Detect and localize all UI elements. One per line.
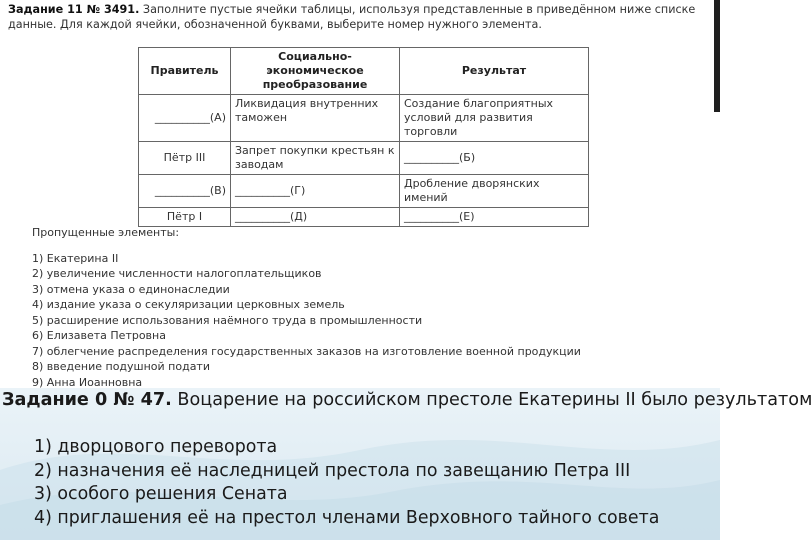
scrollbar-edge <box>714 0 720 112</box>
table-cell: Дробление дворянских имений <box>400 175 589 208</box>
table-cell: __________(Д) <box>231 208 400 227</box>
missing-elements <box>32 225 581 390</box>
table-cell: __________(А) <box>139 95 231 142</box>
answer-option: 4) приглашения её на престол членами Верховного тайного совета <box>34 507 660 528</box>
answer-options <box>34 436 659 530</box>
table-cell: __________(Г) <box>231 175 400 208</box>
list-item: 1) Екатерина II <box>32 251 119 265</box>
list-item: 7) облегчение распределения государственных заказов на изготовление военной продукции <box>32 344 581 358</box>
task-11-prompt <box>8 2 708 32</box>
table-row <box>139 142 589 175</box>
header-ruler: Правитель <box>139 48 231 95</box>
table-cell: __________(Е) <box>400 208 589 227</box>
task-11-label: Задание 11 № 3491. <box>8 3 140 16</box>
table-cell: Пётр I <box>139 208 231 227</box>
header-reform: Социально-экономическое преобразование <box>231 48 400 95</box>
list-item: 4) издание указа о секуляризации церковных земель <box>32 298 345 311</box>
table-cell: __________(В) <box>139 175 231 208</box>
task-11-text: Заполните пустые ячейки таблицы, используя представленные в приведённом ниже списке данные. Для каждой ячейки, обозначенной буквами, выберите номер нужного элемента. <box>8 3 696 31</box>
task-47-question <box>2 389 812 411</box>
list-item: 6) Елизавета Петровна <box>32 329 166 342</box>
task-47-label: Задание 0 № 47. <box>2 390 172 410</box>
task-47-text: Воцарение на российском престоле Екатерины II было результатом <box>171 390 812 410</box>
list-item: 9) Анна Иоанновна <box>32 375 143 389</box>
list-item: 3) отмена указа о единонаследии <box>32 282 230 296</box>
table-cell: Ликвидация внутренних таможен <box>231 95 400 142</box>
list-item: 5) расширение использования наёмного труда в промышленности <box>32 313 423 327</box>
answer-option: 2) назначения её наследницей престола по завещанию Петра III <box>34 460 631 481</box>
list-item: 8) введение подушной подати <box>32 360 210 373</box>
table-cell: Запрет покупки крестьян к заводам <box>231 142 400 175</box>
table-cell: __________(Б) <box>400 142 589 175</box>
table-row <box>139 208 589 227</box>
missing-heading: Пропущенные элементы: <box>32 226 180 239</box>
table-row <box>139 175 589 208</box>
table-cell: Пётр III <box>139 142 231 175</box>
rulers-table <box>138 47 589 227</box>
table-row <box>139 95 589 142</box>
answer-option: 1) дворцового переворота <box>34 437 278 457</box>
header-result: Результат <box>400 48 589 95</box>
list-item: 2) увеличение численности налогоплательщиков <box>32 267 322 280</box>
table-cell: Создание благоприятных условий для развития торговли <box>400 95 589 142</box>
answer-option: 3) особого решения Сената <box>34 484 288 504</box>
table-header-row <box>139 48 589 95</box>
